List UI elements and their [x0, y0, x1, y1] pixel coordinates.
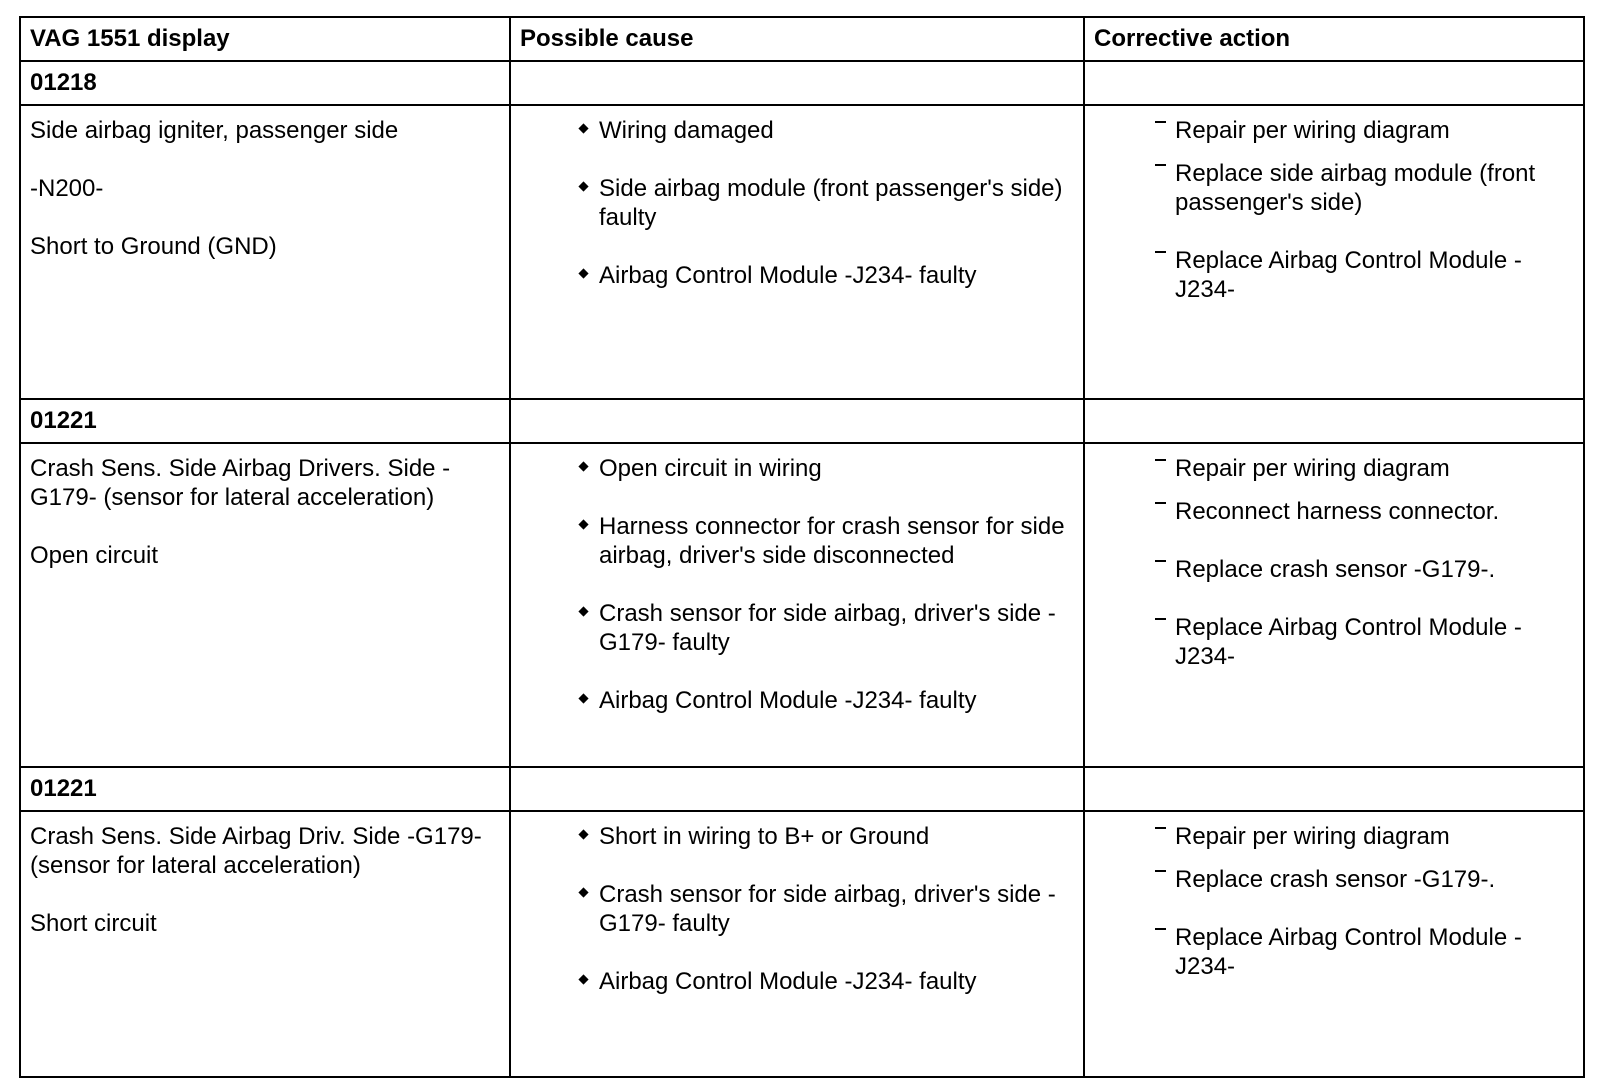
diamond-bullet-icon: [578, 461, 588, 471]
header-action: Corrective action: [1084, 17, 1584, 61]
action-item: Replace Airbag Control Module -J234-: [1153, 246, 1571, 304]
empty-cell: [510, 767, 1084, 811]
dash-bullet-icon: [1155, 618, 1166, 620]
dash-bullet-icon: [1155, 928, 1166, 930]
fault-actions: [1084, 443, 1584, 767]
fault-code-row: [20, 399, 1584, 443]
fault-code-row: [20, 767, 1584, 811]
diamond-bullet-icon: [578, 606, 588, 616]
cause-item: Short in wiring to B+ or Ground: [577, 822, 1073, 851]
action-item: Repair per wiring diagram: [1153, 822, 1571, 851]
empty-cell: [1084, 61, 1584, 105]
dash-bullet-icon: [1155, 560, 1166, 562]
fault-code: 01221: [20, 767, 510, 811]
diamond-bullet-icon: [578, 974, 588, 984]
action-item: Repair per wiring diagram: [1153, 454, 1571, 483]
fault-code: 01218: [20, 61, 510, 105]
display-line: Crash Sens. Side Airbag Drivers. Side -G179- (sensor for lateral acceleration): [30, 455, 451, 511]
display-line: Short to Ground (GND): [30, 233, 277, 260]
display-line: Open circuit: [30, 542, 159, 569]
dash-bullet-icon: [1155, 459, 1166, 461]
dash-bullet-icon: [1155, 164, 1166, 166]
cause-item: Airbag Control Module -J234- faulty: [577, 967, 1073, 996]
action-item: Replace Airbag Control Module -J234-: [1153, 923, 1571, 981]
dash-bullet-icon: [1155, 827, 1166, 829]
diamond-bullet-icon: [578, 829, 588, 839]
dash-bullet-icon: [1155, 121, 1166, 123]
cause-item: Crash sensor for side airbag, driver's side -G179- faulty: [577, 599, 1073, 657]
fault-display-text: [20, 105, 510, 399]
fault-actions: [1084, 811, 1584, 1077]
action-item: Reconnect harness connector.: [1153, 497, 1571, 526]
fault-actions: [1084, 105, 1584, 399]
header-display: VAG 1551 display: [20, 17, 510, 61]
cause-item: Airbag Control Module -J234- faulty: [577, 261, 1073, 290]
diamond-bullet-icon: [578, 268, 588, 278]
diamond-bullet-icon: [578, 123, 588, 133]
dash-bullet-icon: [1155, 870, 1166, 872]
fault-code: 01221: [20, 399, 510, 443]
action-item: Repair per wiring diagram: [1153, 116, 1571, 145]
diamond-bullet-icon: [578, 181, 588, 191]
action-item: Replace Airbag Control Module -J234-: [1153, 613, 1571, 671]
action-item: Replace side airbag module (front passenger's side): [1153, 159, 1571, 217]
header-cause: Possible cause: [510, 17, 1084, 61]
fault-code-row: [20, 61, 1584, 105]
display-line: Side airbag igniter, passenger side: [30, 117, 399, 144]
cause-item: Open circuit in wiring: [577, 454, 1073, 483]
fault-detail-row: [20, 105, 1584, 399]
dash-bullet-icon: [1155, 502, 1166, 504]
action-item: Replace crash sensor -G179-.: [1153, 865, 1571, 894]
empty-cell: [510, 61, 1084, 105]
fault-display-text: [20, 811, 510, 1077]
diamond-bullet-icon: [578, 887, 588, 897]
fault-display-text: [20, 443, 510, 767]
display-line: Short circuit: [30, 910, 157, 937]
header-row: [20, 17, 1584, 61]
fault-causes: [510, 443, 1084, 767]
fault-causes: [510, 105, 1084, 399]
cause-item: Wiring damaged: [577, 116, 1073, 145]
fault-detail-row: [20, 443, 1584, 767]
diamond-bullet-icon: [578, 519, 588, 529]
fault-causes: [510, 811, 1084, 1077]
action-item: Replace crash sensor -G179-.: [1153, 555, 1571, 584]
empty-cell: [510, 399, 1084, 443]
cause-item: Crash sensor for side airbag, driver's side -G179- faulty: [577, 880, 1073, 938]
cause-item: Airbag Control Module -J234- faulty: [577, 686, 1073, 715]
empty-cell: [1084, 767, 1584, 811]
empty-cell: [1084, 399, 1584, 443]
fault-detail-row: [20, 811, 1584, 1077]
display-line: -N200-: [30, 175, 104, 202]
dash-bullet-icon: [1155, 251, 1166, 253]
cause-item: Harness connector for crash sensor for side airbag, driver's side disconnected: [577, 512, 1073, 570]
display-line: Crash Sens. Side Airbag Driv. Side -G179- (sensor for lateral acceleration): [30, 823, 482, 879]
fault-table: [19, 16, 1585, 1078]
cause-item: Side airbag module (front passenger's side) faulty: [577, 174, 1073, 232]
diamond-bullet-icon: [578, 693, 588, 703]
